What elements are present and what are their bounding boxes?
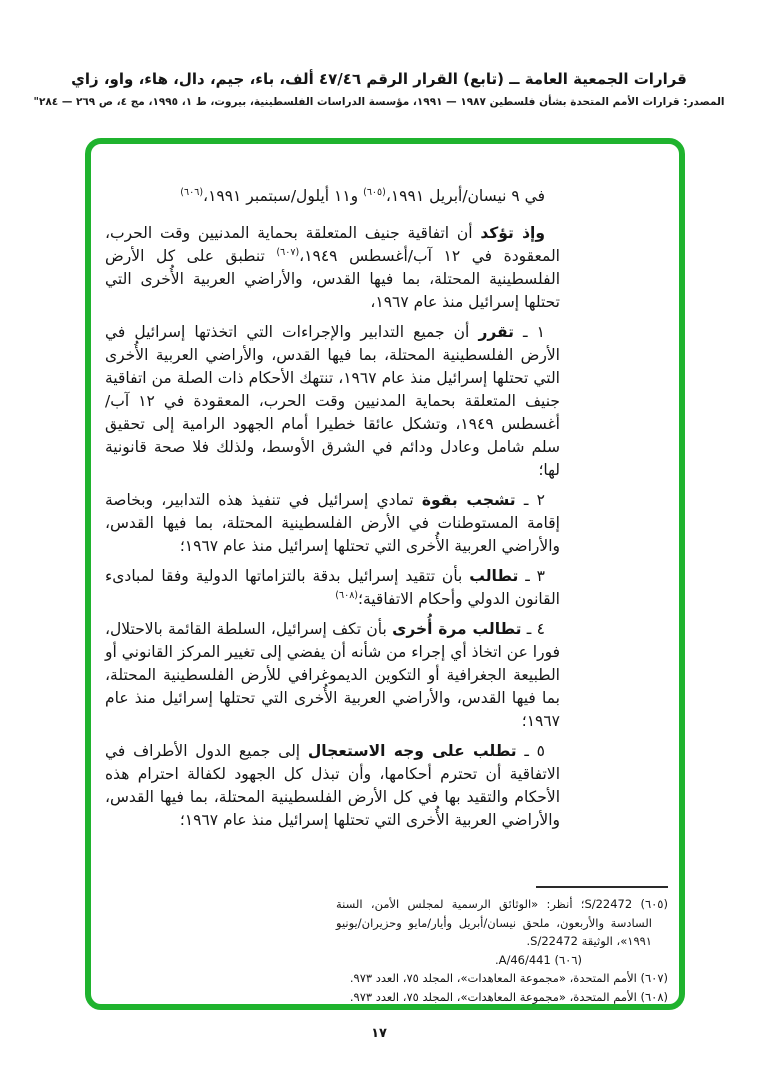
body-paragraph [105,222,560,314]
body-paragraph [105,565,560,611]
body-paragraph [105,740,560,832]
paragraph-text: تطالب [469,567,519,585]
paragraph-text: بأن تتقيد إسرائيل بدقة بالتزاماتها الدولية وفقا لمبادىء القانون الدولي وأحكام الاتفاقية؛ [105,567,560,608]
paragraph-text: في ٩ نيسان/أبريل ١٩٩١، [385,187,545,205]
footnote-ref: (٦٠٧) [276,246,300,258]
footnote-item: (٦٠٦) A/46/441. [494,952,582,967]
paragraph-text: وإذ تؤكد [480,224,545,242]
page-title: قرارات الجمعية العامة ــ (تابع) القرار الرقم ٤٧/٤٦ ألف، باء، جيم، دال، هاء، واو، زاي [71,70,687,88]
paragraph-text: تطلب على وجه الاستعجال [307,742,517,760]
page-number: ١٧ [371,1026,387,1041]
document-frame [85,138,685,1010]
paragraph-text: بأن تكف إسرائيل، السلطة القائمة بالاحتلال، فورا عن اتخاذ أي إجراء من شأنه أن يفضي إلى تغيير المركز القانوني أو الطبيعة الجغرافية أو التكوين الديموغرافي للأرض الفلسطينية المحتلة، بما فيها القدس، والأراضي العربية الأُخرى التي تحتلها إسرائيل منذ عام ١٩٦٧؛ [105,620,560,730]
paragraph-text: ٣ ـ [518,567,545,585]
body-paragraph [105,618,560,733]
footnote-block [336,886,668,1006]
footnote-ref: (٦٠٦) [180,186,204,198]
page-header [0,0,758,108]
paragraph-text: ٤ ـ [521,620,545,638]
paragraph-text: تشجب بقوة [421,491,516,509]
body-text [105,185,560,839]
paragraph-text: تمادي إسرائيل في تنفيذ هذه التدابير، وبخاصة إقامة المستوطنات في الأرض الفلسطينية المحتلة، بما فيها القدس، والأراضي العربية الأُخرى التي تحتلها إسرائيل منذ عام ١٩٦٧؛ [105,491,560,555]
source-line: المصدر: قرارات الأمم المتحدة بشأن فلسطين ١٩٨٧ — ١٩٩١، مؤسسة الدراسات الفلسطينية، بيروت، ط ١، ١٩٩٥، مج ٤، ص ٢٦٩ — ٢٨٤" [33,96,725,108]
footnote-ref: (٦٠٥) [363,186,386,198]
body-paragraph [105,185,560,208]
footnote-separator [536,886,668,888]
paragraph-text: تطالب مرة أُخرى [392,620,522,638]
paragraph-text: و١١ أيلول/سبتمبر ١٩٩١، [203,187,364,205]
footnote-item: (٦٠٨) الأمم المتحدة، «مجموعة المعاهدات»، المجلد ٧٥، العدد ٩٧٣. [349,989,668,1004]
paragraph-text: أن اتفاقية جنيف المتعلقة بحماية المدنيين وقت الحرب، المعقودة في ١٢ آب/أغسطس ١٩٤٩، [105,224,560,265]
paragraph-text: تنطبق على كل الأرض الفلسطينية المحتلة، بما فيها القدس، والأراضي العربية الأُخرى التي تحتلها إسرائيل منذ عام ١٩٦٧، [105,247,560,311]
footnote-item: (٦٠٧) الأمم المتحدة، «مجموعة المعاهدات»، المجلد ٧٥، العدد ٩٧٣. [349,971,668,985]
paragraph-text: ١ ـ [513,323,545,341]
body-paragraph [105,489,560,558]
paragraph-text: أن جميع التدابير والإجراءات التي اتخذتها إسرائيل في الأرض الفلسطينية المحتلة، بما فيها القدس، والأراضي العربية الأُخرى التي تحتلها إسرائيل منذ عام ١٩٦٧، تنتهك الأحكام ذات الصلة من اتفاقية جنيف المتعلقة بحماية المدنيين وقت الحرب، المعقودة في ١٢ آب/أغسطس ١٩٤٩، وتشكل عائقا خطيرا أمام الجهود الرامية إلى تحقيق سلم شامل وعادل ودائم في الشرق الأوسط، ولذلك فلا صحة قانونية لها؛ [105,323,560,479]
footnote-ref: (٦٠٨) [335,589,359,601]
paragraph-text: إلى جميع الدول الأطراف في الاتفاقية أن تحترم أحكامها، وأن تبذل كل الجهود لكفالة احترام هذه الأحكام والتقيد بها في كل الأرض الفلسطينية المحتلة، بما فيها القدس، والأراضي العربية الأُخرى التي تحتلها إسرائيل منذ عام ١٩٦٧؛ [105,742,560,829]
footnote-list [336,895,668,1006]
paragraph-text: ٢ ـ [515,491,545,509]
paragraph-text: ٥ ـ [516,742,545,760]
footnote-item: (٦٠٥) S/22472؛ أنظر: «الوثائق الرسمية لمجلس الأمن، السنة السادسة والأربعون، ملحق نيسان/أبريل وأيار/مايو وحزيران/يونيو ١٩٩١»، الوثيقة S/22472. [336,897,668,948]
paragraph-text: تقرر [478,323,514,341]
body-paragraph [105,321,560,482]
